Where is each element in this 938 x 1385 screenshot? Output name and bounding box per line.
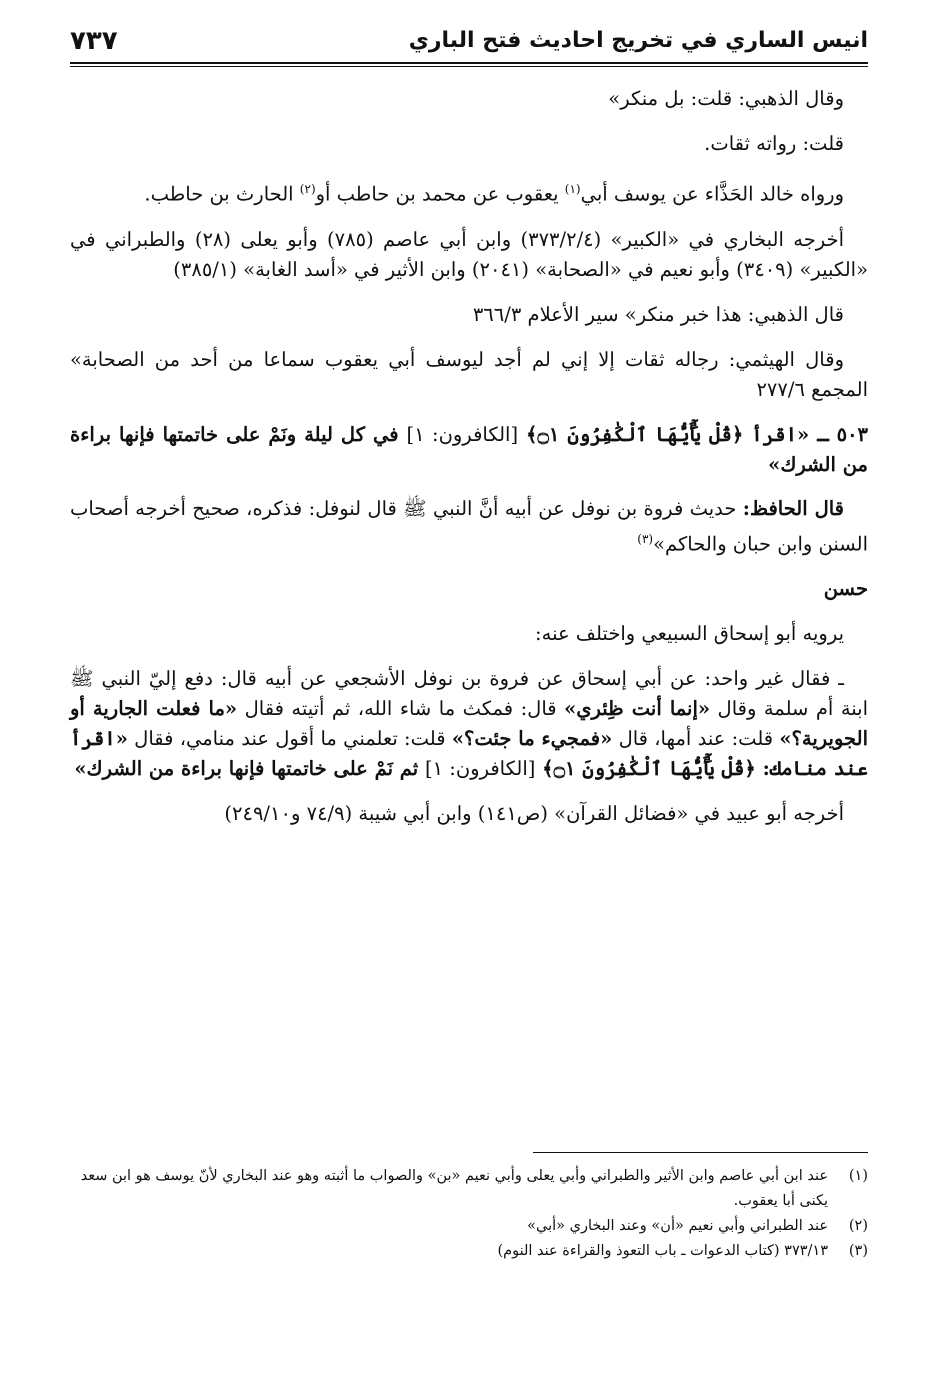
quran-reference: [الكافرون: ١] — [406, 422, 519, 446]
paragraph: قلت: رواته ثقات. — [704, 132, 844, 155]
paragraph: قال الذهبي: هذا خبر منكر» سير الأعلام ٣٦٦/٣ — [472, 302, 844, 326]
paragraph: وقال الهيثمي: رجاله ثقات إلا إني لم أجد ليوسف أبي يعقوب سماعا من أحد من الصحابة» المجمع ٢٧٧/٦ — [70, 347, 868, 401]
footnote-number: (٢) — [848, 1218, 868, 1234]
footnote — [70, 1164, 868, 1214]
quote: ثم نَمْ على خاتمتها فإنها براءة من الشرك» — [74, 757, 425, 780]
text-run: ـ فقال غير واحد: عن أبي إسحاق عن فروة بن نوفل الأشجعي عن أبيه قال: دفع إليّ النبي ﷺ ابنة أم سلمة وقال — [70, 667, 869, 720]
footnote-text: عند الطبراني وأبي نعيم «أن» وعند البخاري «أبي» — [527, 1218, 828, 1234]
footnote-ref: (٢) — [299, 182, 316, 196]
paragraph — [70, 174, 868, 210]
text-run: ورواه خالد الحَذَّاء عن يوسف أبي — [580, 182, 844, 206]
paragraph: وقال الذهبي: قلت: بل منكر» — [608, 87, 844, 110]
quote: «فمجيء ما جئت؟» — [451, 727, 613, 750]
main-text — [70, 84, 868, 844]
paragraph: أخرجه أبو عبيد في «فضائل القرآن» (ص١٤١) وابن أبي شيبة (٧٤/٩ و٢٤٩/١٠) — [224, 802, 844, 825]
quote: «اقرأ عند منامك: ﴿قُلْ يَٰٓأَيُّهَا ٱلْكَٰفِرُونَ ۝١﴾ — [70, 727, 868, 780]
speaker-label: قال الحافظ: — [742, 496, 844, 520]
header-rule-thin — [70, 66, 868, 67]
grade-label: حسن — [823, 577, 868, 600]
quote: «ما فعلت الجارية أو الجويرية؟» — [70, 697, 868, 750]
text-run: ٥٠٣ ـ «اقرأ ﴿قُلْ يَٰٓأَيُّهَا ٱلْكَٰفِرُونَ ۝١﴾ — [518, 422, 869, 446]
text-run: قلت: تعلمني ما أقول عند منامي، فقال — [127, 727, 452, 750]
text-run: الحارث بن حاطب. — [144, 182, 300, 206]
hadith-heading — [70, 420, 868, 480]
paragraph — [70, 494, 868, 560]
text-run: في كل ليلة ونَمْ على خاتمتها فإنها براءة من الشرك» — [70, 422, 868, 476]
footnote — [70, 1214, 868, 1239]
text-run: حديث فروة بن نوفل عن أبيه أنَّ النبي ﷺ قال لنوفل: فذكره، صحيح أخرجه أصحاب السنن وابن حبان والحاكم» — [70, 496, 868, 555]
header-rule — [70, 62, 868, 64]
footnote-text: ٣٧٣/١٣ (كتاب الدعوات ـ باب التعوذ والقراءة عند النوم) — [497, 1243, 828, 1259]
footnote-number: (٣) — [848, 1243, 868, 1259]
page-number: ٧٣٧ — [70, 26, 118, 56]
footnote-text: عند ابن أبي عاصم وابن الأثير والطبراني وأبي يعلى وأبي نعيم «بن» والصواب ما أثبته وهو عند البخاري لأنّ يوسف هو ابن سعد يكنى أبا يعقوب. — [80, 1168, 828, 1209]
footnote-rule — [533, 1152, 868, 1153]
paragraph — [70, 664, 868, 784]
footnote-number: (١) — [848, 1168, 868, 1184]
text-run: قلت: عند أمها، قال — [612, 727, 780, 750]
text-run: يعقوب عن محمد بن حاطب أو — [315, 182, 565, 206]
quran-reference: [الكافرون: ١] — [425, 757, 536, 780]
footnote-ref: (١) — [564, 182, 581, 196]
running-title: انيس الساري في تخريج احاديث فتح الباري — [408, 28, 868, 53]
paragraph: يرويه أبو إسحاق السبيعي واختلف عنه: — [535, 622, 844, 645]
footnotes — [70, 1164, 868, 1264]
footnote — [70, 1239, 868, 1264]
footnote-ref: (٣) — [637, 531, 654, 546]
quote: «إنما أنت ظِئري» — [564, 697, 711, 720]
text-run: قال: فمكث ما شاء الله، ثم أتيته فقال — [237, 697, 565, 720]
paragraph: أخرجه البخاري في «الكبير» (٣٧٣/٢/٤) وابن أبي عاصم (٧٨٥) وأبو يعلى (٢٨) والطبراني في «الكبير» (٣٤٠٩) وأبو نعيم في «الصحابة» (٢٠٤١) وابن الأثير في «أسد الغابة» (٣٨٥/١) — [70, 227, 868, 281]
